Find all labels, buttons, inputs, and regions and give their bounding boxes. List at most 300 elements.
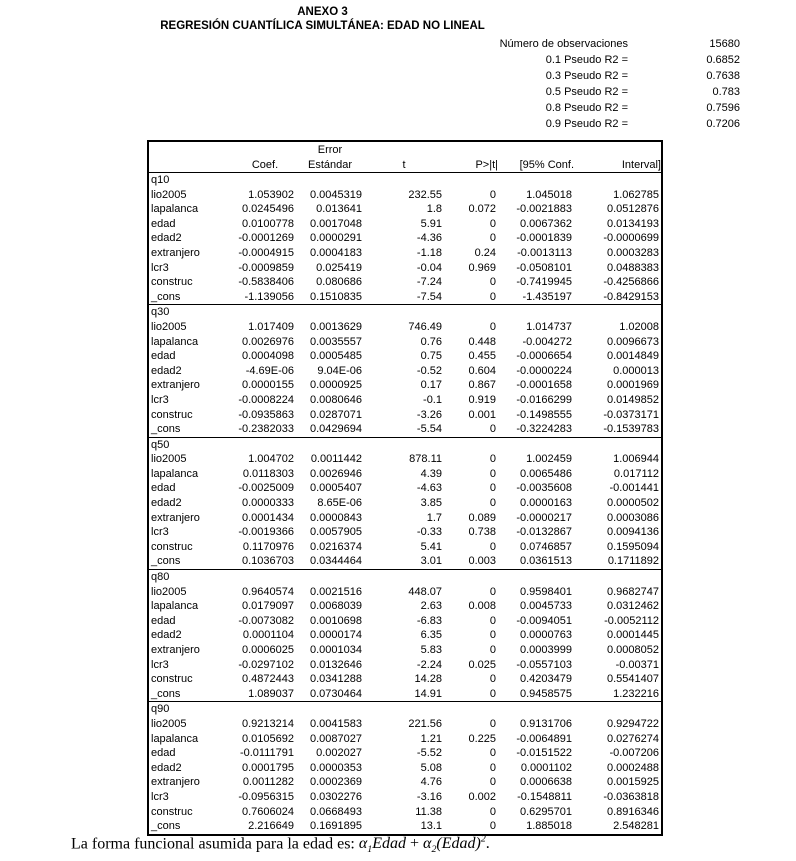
value-cell: 0.0096673 [607, 335, 659, 348]
value-cell: -0.04 [416, 261, 442, 274]
value-cell: 0.0015925 [607, 776, 659, 789]
value-cell: 5.91 [420, 217, 442, 230]
value-cell: 0.1510835 [310, 290, 362, 303]
pseudo-r2-value: 0.7206 [706, 118, 740, 130]
empty-cell [574, 570, 662, 585]
observations-label: Número de observaciones [499, 38, 628, 50]
empty-cell [234, 173, 296, 188]
variable-name: lio2005 [151, 717, 187, 730]
value-cell: 0.0041583 [310, 717, 362, 730]
value-cell: 1.004702 [248, 453, 294, 466]
footnote-formula [358, 834, 490, 856]
value-cell: 1.017409 [248, 320, 294, 333]
pseudo-r2-value: 0.6852 [706, 54, 740, 66]
variable-name: extranjero [151, 246, 200, 259]
value-cell: 0.0149852 [607, 393, 659, 406]
value-cell: 0.0045733 [520, 600, 572, 613]
value-cell: 0 [489, 761, 496, 774]
variable-name: lcr3 [151, 790, 169, 803]
section-row-q50 [148, 437, 662, 452]
value-cell: 0.0100778 [242, 217, 294, 230]
value-cell: 0.0000843 [310, 511, 362, 524]
section-row-q80 [148, 570, 662, 585]
variable-name: extranjero [151, 644, 200, 656]
value-cell: -0.4256866 [603, 276, 659, 289]
value-cell: 9.04E-06 [317, 364, 362, 377]
value-cell: 0.0512876 [607, 203, 659, 216]
value-cell: -7.54 [416, 290, 442, 303]
value-cell: 0.0005485 [310, 350, 362, 363]
variable-name: edad2 [151, 364, 182, 377]
value-cell: 2.63 [420, 600, 442, 613]
formula-part: (Edad) [436, 835, 481, 853]
value-cell: 0.0013629 [310, 320, 362, 333]
data-row [148, 261, 662, 276]
value-cell: 0.0245496 [242, 203, 294, 216]
value-cell: -0.0025009 [238, 482, 294, 495]
empty-cell [444, 702, 498, 717]
section-label: q30 [148, 305, 234, 320]
empty-cell [296, 702, 364, 717]
value-cell: -0.0064891 [516, 732, 572, 745]
data-row [148, 732, 662, 747]
data-row [148, 393, 662, 408]
value-cell: 0.0000502 [607, 497, 659, 510]
value-cell: -0.1539783 [603, 423, 659, 436]
data-row [148, 628, 662, 643]
value-cell: -0.0132867 [516, 526, 572, 539]
value-cell: 0.0006025 [242, 644, 294, 656]
value-cell: 4.76 [420, 776, 442, 789]
value-cell: -0.0073082 [238, 614, 294, 627]
value-cell: 1.7 [426, 511, 442, 524]
value-cell: 0.0002488 [607, 761, 659, 774]
value-cell: -0.001441 [609, 482, 659, 495]
value-cell: 8.65E-06 [317, 497, 362, 510]
empty-cell [574, 305, 662, 320]
data-row [148, 467, 662, 482]
value-cell: -0.0001658 [516, 379, 572, 392]
value-cell: 13.1 [420, 820, 442, 833]
data-row [148, 790, 662, 805]
value-cell: 0.5541407 [607, 673, 659, 686]
empty-cell [498, 437, 574, 452]
value-cell: 0.0087027 [310, 732, 362, 745]
value-cell: 0.9213214 [242, 717, 294, 730]
value-cell: 0.0057905 [310, 526, 362, 539]
stats-block [400, 36, 740, 132]
value-cell: 0.0429694 [310, 423, 362, 436]
value-cell: 0.0026946 [310, 467, 362, 480]
value-cell: -6.83 [416, 614, 442, 627]
value-cell: 0.0312462 [607, 600, 659, 613]
value-cell: 0.0668493 [310, 805, 362, 818]
value-cell: 0.0000353 [310, 761, 362, 774]
value-cell: 0 [489, 423, 496, 436]
value-cell: 0.0068039 [310, 600, 362, 613]
col-header-stderr: Estándar [307, 158, 353, 171]
value-cell: 0.0000925 [310, 379, 362, 392]
value-cell: 0.0010698 [310, 614, 362, 627]
header-row-main [148, 157, 662, 173]
value-cell: 0 [489, 644, 496, 656]
empty-cell [364, 305, 444, 320]
value-cell: 0.455 [468, 350, 496, 363]
section-label: q90 [148, 702, 234, 717]
pseudo-r2-row [400, 68, 740, 84]
value-cell: -0.1548811 [517, 790, 572, 803]
section-row-q10 [148, 173, 662, 188]
value-cell: 0.867 [468, 379, 496, 392]
pseudo-r2-label: 0.3 Pseudo R2 = [545, 70, 628, 82]
empty-cell [574, 141, 662, 157]
value-cell: -0.0000699 [603, 232, 659, 245]
value-cell: 0 [489, 820, 496, 833]
value-cell: 0.0026976 [242, 335, 294, 348]
value-cell: 0.0134193 [607, 217, 659, 230]
value-cell: -0.0019366 [238, 526, 294, 539]
data-row [148, 599, 662, 614]
empty-cell [574, 437, 662, 452]
formula-part: α [358, 835, 368, 853]
value-cell: 0.0000174 [310, 629, 362, 642]
empty-cell [498, 141, 574, 157]
page-subtitle: REGRESIÓN CUANTÍLICA SIMULTÁNEA: EDAD NO LINEAL [160, 20, 485, 32]
value-cell: 1.014737 [526, 320, 572, 333]
value-cell: 0 [489, 453, 496, 466]
empty-cell [364, 437, 444, 452]
value-cell: -0.0111791 [239, 747, 294, 760]
value-cell: 232.55 [408, 188, 442, 201]
value-cell: 0.0179097 [242, 600, 294, 613]
value-cell: 0.0003999 [520, 644, 572, 656]
value-cell: -0.0094051 [516, 614, 572, 627]
col-header-t: t [402, 158, 406, 171]
empty-cell [364, 141, 444, 157]
data-row [148, 481, 662, 496]
variable-name: lapalanca [151, 335, 199, 348]
value-cell: 0.0003283 [607, 246, 659, 259]
value-cell: -0.0001269 [238, 232, 294, 245]
value-cell: 0.17 [420, 379, 442, 392]
value-cell: 0.76 [420, 335, 442, 348]
col-header-p: P>|t| [475, 158, 498, 171]
variable-name: _cons [151, 687, 181, 700]
data-row [148, 805, 662, 820]
empty-cell [296, 437, 364, 452]
value-cell: 0.0001969 [607, 379, 659, 392]
variable-name: lcr3 [151, 261, 169, 274]
value-cell: 0.072 [468, 203, 496, 216]
value-cell: -0.0008224 [238, 393, 294, 406]
variable-name: edad2 [151, 761, 182, 774]
empty-cell [234, 437, 296, 452]
value-cell: 0.1711892 [607, 555, 659, 568]
header-row-top [148, 141, 662, 157]
value-cell: 0.0080646 [310, 393, 362, 406]
variable-name: lapalanca [151, 732, 199, 745]
value-cell: -4.63 [416, 482, 442, 495]
value-cell: 14.91 [414, 687, 442, 700]
value-cell: 0 [489, 687, 496, 700]
value-cell: 3.85 [420, 497, 442, 510]
empty-cell [296, 173, 364, 188]
empty-cell [444, 141, 498, 157]
value-cell: 1.8 [426, 203, 442, 216]
empty-cell [148, 141, 234, 157]
variable-name: construc [151, 673, 193, 686]
data-row [148, 188, 662, 203]
value-cell: 0.002027 [316, 747, 362, 760]
empty-cell [444, 437, 498, 452]
empty-cell [296, 570, 364, 585]
value-cell: -1.18 [416, 246, 442, 259]
value-cell: 0.969 [468, 261, 496, 274]
variable-name: lio2005 [151, 188, 187, 201]
value-cell: -0.8429153 [603, 290, 659, 303]
value-cell: -7.24 [416, 276, 442, 289]
value-cell: 14.28 [414, 673, 442, 686]
empty-cell [444, 570, 498, 585]
pseudo-r2-label: 0.1 Pseudo R2 = [545, 54, 628, 66]
value-cell: 0.225 [468, 732, 496, 745]
value-cell: 2.548281 [613, 820, 659, 833]
value-cell: -0.3224283 [516, 423, 572, 436]
empty-cell [296, 305, 364, 320]
formula-part: 2 [480, 834, 486, 845]
data-row [148, 658, 662, 673]
variable-name: edad [151, 350, 176, 363]
section-label: q80 [148, 570, 234, 585]
data-row [148, 422, 662, 437]
data-row [148, 761, 662, 776]
value-cell: 11.38 [415, 805, 442, 818]
value-cell: 0 [489, 232, 496, 245]
value-cell: 0 [489, 320, 496, 333]
observations-value: 15680 [709, 38, 740, 50]
section-row-q90 [148, 702, 662, 717]
value-cell: 0 [489, 776, 496, 789]
value-cell: -0.5838406 [238, 276, 294, 289]
variable-name: extranjero [151, 776, 200, 789]
value-cell: 0.9458575 [520, 687, 572, 700]
value-cell: -2.24 [416, 658, 442, 671]
value-cell: 0.0000763 [520, 629, 572, 642]
variable-name: edad [151, 614, 176, 627]
pseudo-r2-value: 0.7596 [706, 102, 740, 114]
value-cell: 0.002 [468, 790, 496, 803]
value-cell: 0.0000291 [310, 232, 362, 245]
value-cell: 0 [489, 717, 496, 730]
value-cell: 0.0017048 [310, 217, 362, 230]
empty-cell [574, 173, 662, 188]
regression-table [147, 140, 663, 836]
value-cell: 0.1691895 [310, 820, 362, 833]
value-cell: 0.0094136 [607, 526, 659, 539]
data-row [148, 231, 662, 246]
value-cell: 0 [489, 276, 496, 289]
variable-name: lapalanca [151, 600, 199, 613]
value-cell: -0.0021883 [516, 203, 572, 216]
value-cell: 0.4872443 [242, 673, 294, 686]
formula-part: . [485, 835, 490, 853]
value-cell: 0 [489, 614, 496, 627]
value-cell: 0.8916346 [607, 805, 659, 818]
data-row [148, 540, 662, 555]
value-cell: 746.49 [408, 320, 442, 333]
formula-part: + [406, 835, 424, 853]
regression-table-body [148, 173, 662, 835]
value-cell: -0.004272 [522, 335, 572, 348]
data-row [148, 217, 662, 232]
value-cell: 0.0001445 [607, 629, 659, 642]
formula-part: α [423, 835, 432, 853]
section-label: q50 [148, 437, 234, 452]
pseudo-r2-row [400, 100, 740, 116]
empty-cell [498, 305, 574, 320]
empty-cell [364, 702, 444, 717]
value-cell: -0.0363818 [603, 790, 659, 803]
empty-cell [234, 570, 296, 585]
empty-cell [364, 570, 444, 585]
variable-name: _cons [151, 820, 181, 833]
value-cell: 0.013641 [316, 203, 362, 216]
data-row [148, 202, 662, 217]
value-cell: 0.4203479 [520, 673, 572, 686]
formula-part: 2 [431, 844, 437, 856]
variable-name: construc [151, 408, 193, 421]
value-cell: 0.0006638 [520, 776, 572, 789]
value-cell: 0.0730464 [310, 687, 362, 700]
pseudo-r2-value: 0.7638 [706, 70, 740, 82]
pseudo-r2-label: 0.5 Pseudo R2 = [545, 86, 628, 98]
value-cell: 0.080686 [316, 276, 362, 289]
value-cell: 6.35 [420, 629, 442, 642]
value-cell: 0.604 [468, 364, 496, 377]
empty-cell [574, 702, 662, 717]
value-cell: -0.0557103 [516, 658, 572, 671]
empty-cell [148, 157, 234, 173]
value-cell: 0 [489, 482, 496, 495]
value-cell: 0.0302276 [310, 790, 362, 803]
value-cell: 0.025 [468, 658, 496, 671]
col-header-conf: [95% Conf. [519, 158, 574, 171]
variable-name: extranjero [151, 511, 200, 524]
value-cell: 5.08 [420, 761, 442, 774]
data-row [148, 585, 662, 600]
value-cell: 0.0746857 [520, 540, 572, 553]
pseudo-r2-row [400, 84, 740, 100]
value-cell: 0 [489, 217, 496, 230]
value-cell: 0.0488383 [607, 261, 659, 274]
pseudo-r2-row [400, 52, 740, 68]
value-cell: 0.003 [468, 555, 496, 568]
value-cell: 5.41 [420, 540, 442, 553]
variable-name: edad [151, 217, 176, 230]
value-cell: 0.919 [468, 393, 496, 406]
value-cell: -0.0035608 [516, 482, 572, 495]
data-row [148, 335, 662, 350]
empty-cell [234, 141, 296, 157]
value-cell: 4.39 [420, 467, 442, 480]
variable-name: _cons [151, 290, 181, 303]
col-header-error-top: Error [317, 143, 343, 156]
value-cell: 1.21 [420, 732, 442, 745]
value-cell: 0.0001104 [242, 629, 294, 642]
value-cell: -0.0004915 [238, 246, 294, 259]
empty-cell [498, 702, 574, 717]
value-cell: -0.0166299 [516, 393, 572, 406]
variable-name: lio2005 [151, 585, 187, 598]
value-cell: 0.017112 [613, 467, 659, 480]
data-row [148, 614, 662, 629]
value-cell: 1.02008 [619, 320, 659, 333]
value-cell: 0.0065486 [520, 467, 572, 480]
value-cell: 0 [489, 497, 496, 510]
value-cell: 0.0000155 [242, 379, 294, 392]
data-row [148, 275, 662, 290]
data-row [148, 554, 662, 569]
variable-name: construc [151, 805, 193, 818]
value-cell: 0.9640574 [242, 585, 294, 598]
value-cell: -0.33 [416, 526, 442, 539]
value-cell: -3.26 [416, 408, 442, 421]
data-row [148, 452, 662, 467]
value-cell: -0.0956315 [238, 790, 294, 803]
data-row [148, 290, 662, 305]
value-cell: 0.001 [468, 408, 496, 421]
variable-name: extranjero [151, 379, 200, 392]
value-cell: 0.0000333 [242, 497, 294, 510]
value-cell: 0.0021516 [310, 585, 362, 598]
value-cell: 0.0000163 [520, 497, 572, 510]
value-cell: 0.0005407 [310, 482, 362, 495]
value-cell: 0.0287071 [310, 408, 362, 421]
value-cell: -0.2382033 [238, 423, 294, 436]
value-cell: 0.9682747 [607, 585, 659, 598]
value-cell: 0.0001795 [242, 761, 294, 774]
value-cell: 0.9598401 [520, 585, 572, 598]
value-cell: 0.0361513 [520, 555, 572, 568]
pseudo-r2-value: 0.783 [712, 86, 740, 98]
value-cell: -0.0151522 [516, 747, 572, 760]
value-cell: 0.0001034 [310, 644, 362, 656]
value-cell: 3.01 [420, 555, 442, 568]
data-row [148, 408, 662, 423]
value-cell: 0 [489, 629, 496, 642]
value-cell: 0.008 [468, 600, 496, 613]
value-cell: 0.9131706 [520, 717, 572, 730]
value-cell: 0.0014849 [607, 350, 659, 363]
value-cell: 0.1170976 [242, 540, 294, 553]
data-row [148, 349, 662, 364]
value-cell: 1.045018 [526, 188, 572, 201]
value-cell: -1.435197 [522, 290, 572, 303]
value-cell: -1.139056 [244, 290, 294, 303]
value-cell: 0 [489, 290, 496, 303]
data-row [148, 511, 662, 526]
empty-cell [498, 173, 574, 188]
value-cell: -5.54 [416, 423, 442, 436]
empty-cell [234, 305, 296, 320]
footnote-text: La forma funcional asumida para la edad es: [71, 835, 359, 853]
value-cell: 1.053902 [248, 188, 294, 201]
data-row [148, 496, 662, 511]
value-cell: 0.0118303 [242, 467, 294, 480]
value-cell: 0.75 [420, 350, 442, 363]
value-cell: 448.07 [408, 585, 442, 598]
value-cell: 0.1595094 [607, 540, 659, 553]
